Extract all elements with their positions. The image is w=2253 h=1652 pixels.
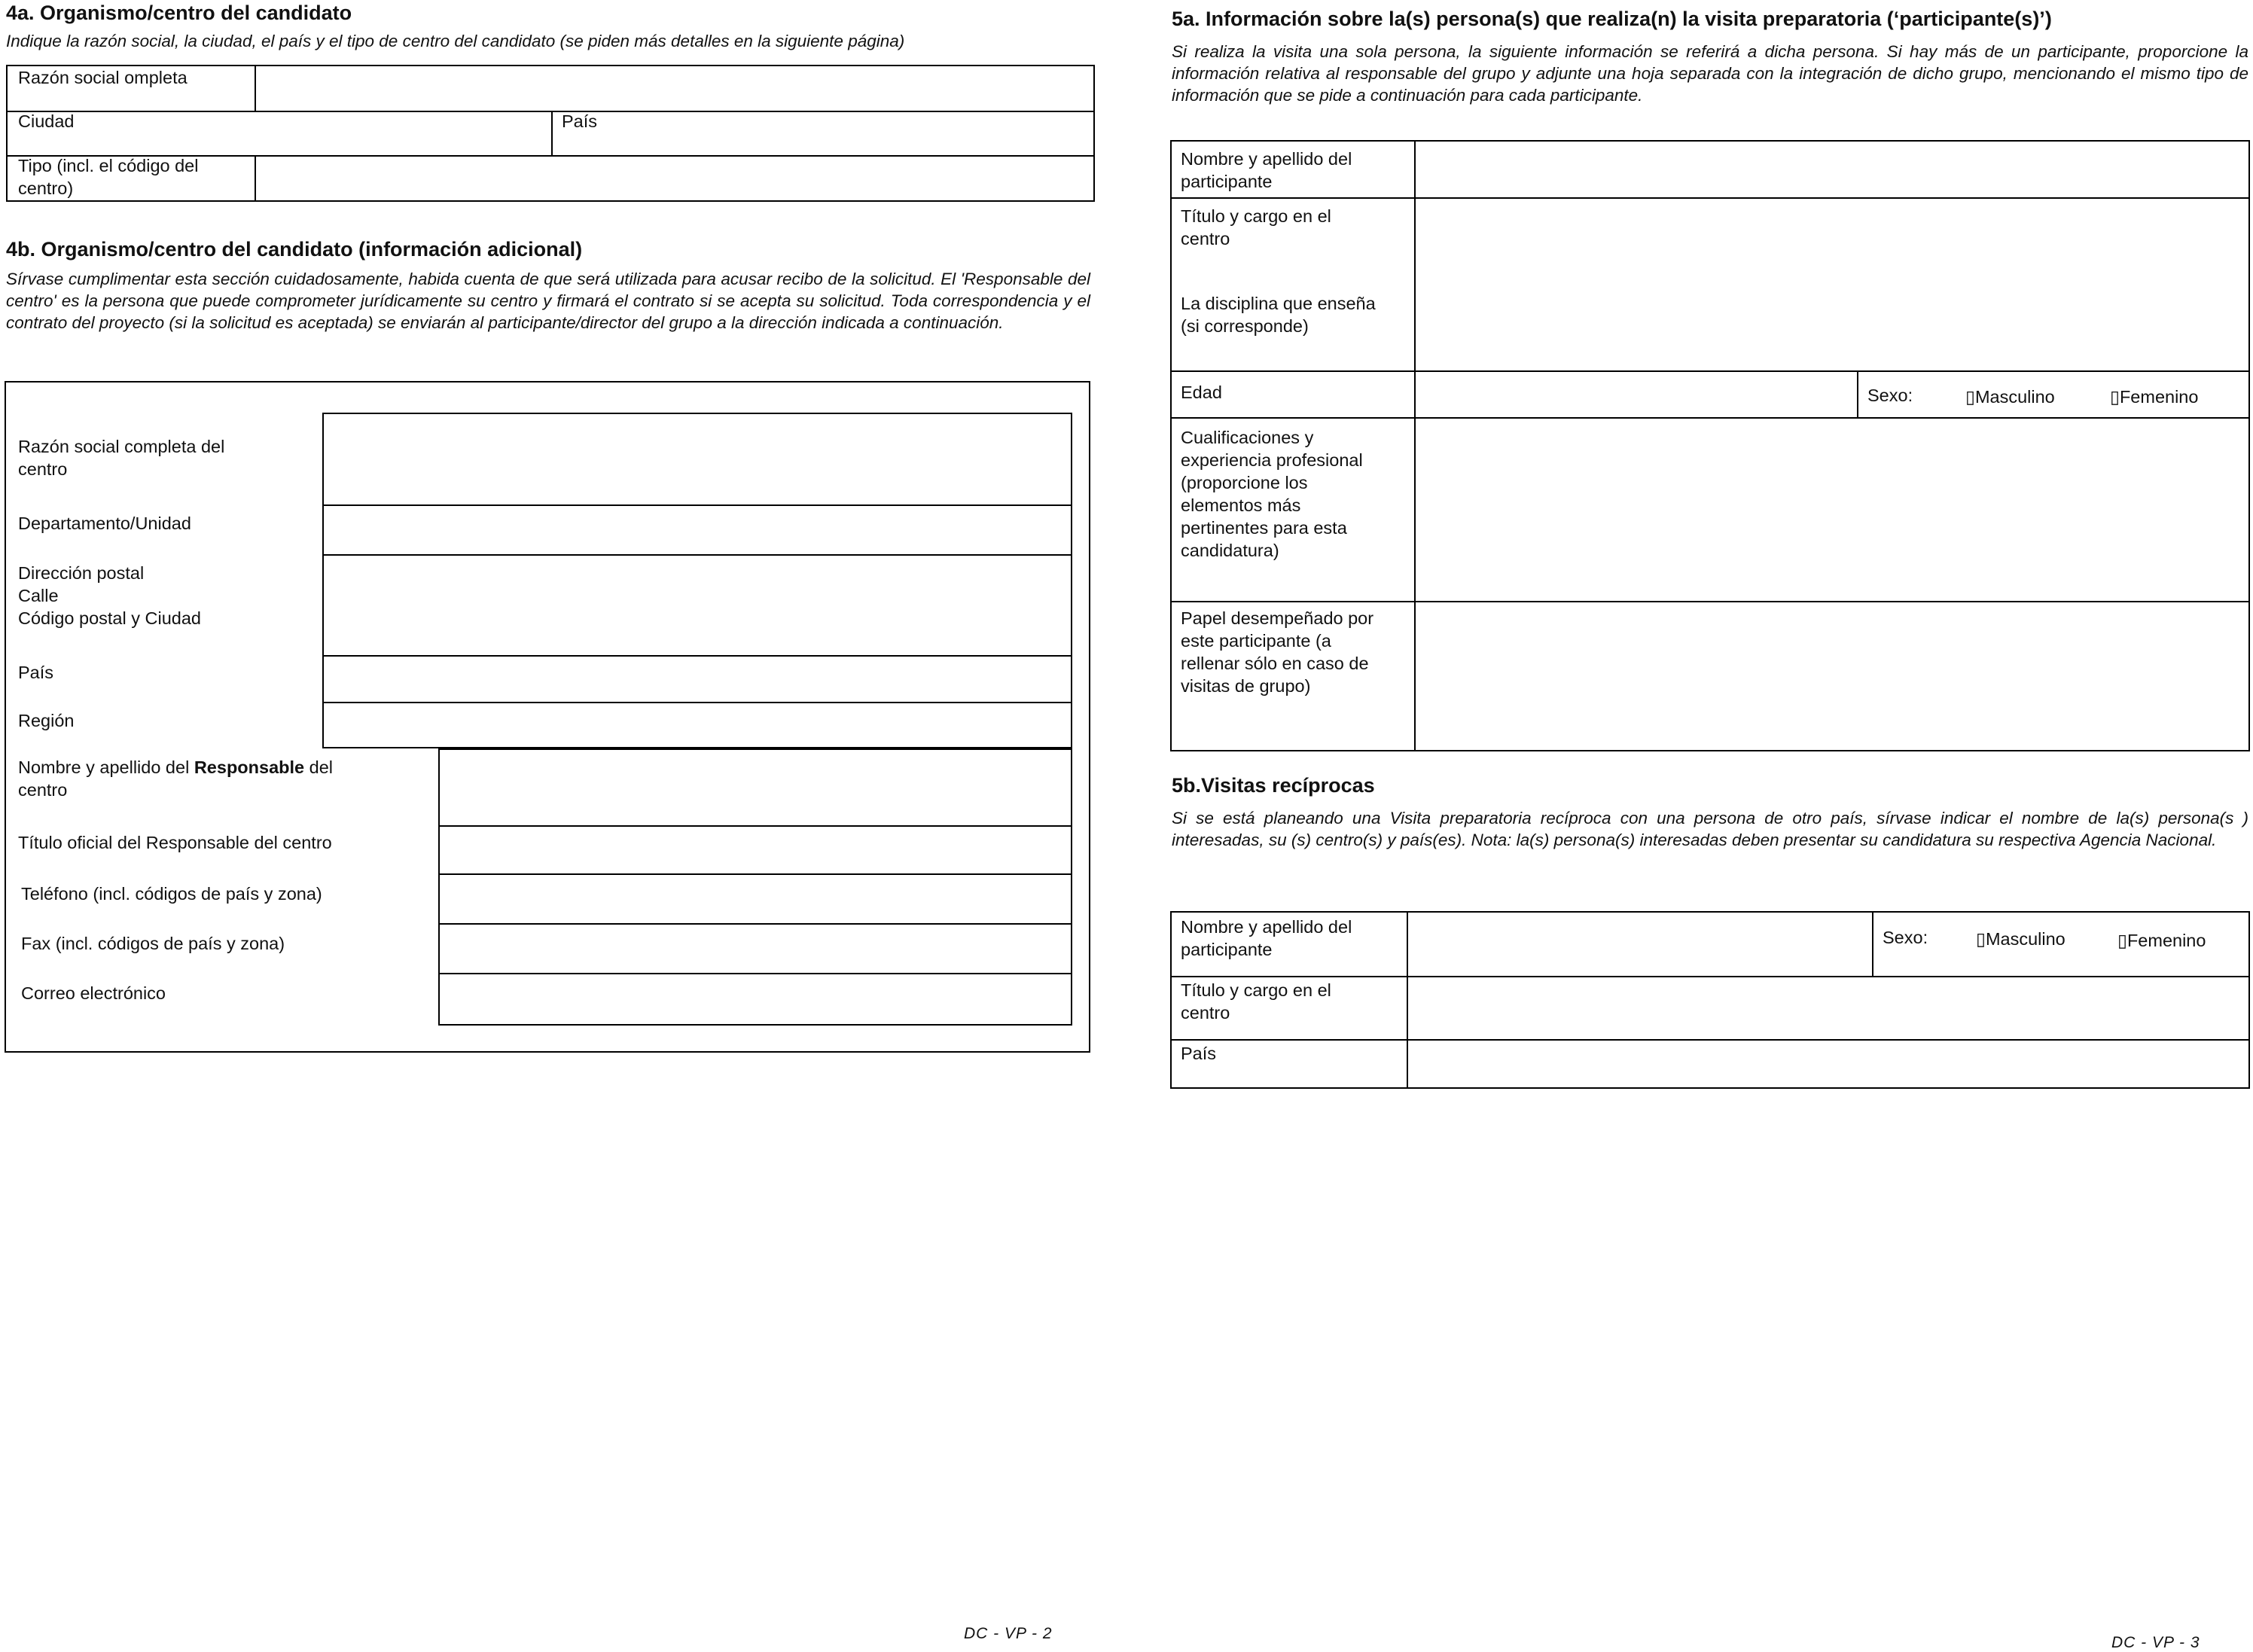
4b-pais-input[interactable] [325,657,1069,699]
telefono-label: Teléfono (incl. códigos de país y zona) [21,884,322,904]
section-4b-title: 4b. Organismo/centro del candidato (información adicional) [6,238,583,261]
section-5a-intro: Si realiza la visita una sola persona, la siguiente información se referirá a dicha persona. Si hay más de un participante, proporcione la información relativa al responsable del grupo y adjunte una hoja separada con la integración de dicho grupo, mencionando el mismo tipo de información que se pide a continuación para cada participante. [1172,42,2248,105]
5a-masculino-label: Masculino [1974,387,2055,407]
pais-input[interactable] [617,111,1090,152]
razon-social-label: Razón social ompleta [18,68,187,87]
5b-nombre-input[interactable] [1410,914,1869,973]
5b-titulo-input[interactable] [1410,977,2247,1036]
5b-femenino-checkbox[interactable]: ▯Femenino [2117,931,2206,950]
section-5b-title: 5b.Visitas recíprocas [1172,774,1375,797]
5a-titulo-label: Título y cargo en el centro [1181,206,1331,248]
papel-input[interactable] [1417,602,2247,747]
5b-nombre-label: Nombre y apellido del participante [1181,917,1352,959]
ciudad-input[interactable] [90,111,542,152]
5b-masculino-checkbox[interactable]: ▯Masculino [1976,929,2066,949]
section-4b-intro: Sírvase cumplimentar esta sección cuidadosamente, habida cuenta de que será utilizada para acusar recibo de la solicitud. El 'Responsable del centro' es la persona que puede comprometer jurídicamente su centro y firmará el contrato si se acepta su solicitud. Toda correspondencia y el contrato del proyecto (si la solicitud es aceptada) se enviarán al participante/director del grupo a la dirección indicada a continuación. [6,270,1090,332]
correo-label: Correo electrónico [21,983,166,1003]
titulo-oficial-input[interactable] [441,827,1069,870]
fax-label: Fax (incl. códigos de país y zona) [21,934,285,953]
5a-sexo-label: Sexo: [1867,386,1913,405]
pais-label: País [562,111,598,131]
direccion-input[interactable] [325,556,1069,652]
section-5b-intro: Si se está planeando una Visita preparatoria recíproca con una persona de otro país, sírvase indicar el nombre de la(s) persona(s ) interesadas, su (s) centro(s) y país(es). Nota: la(s) persona(s) interesadas deben presentar su candidatura su respectiva Agencia Nacional. [1172,809,2248,849]
tipo-input[interactable] [256,156,1090,198]
4b-razon-label: Razón social completa del centro [18,437,225,479]
papel-label: Papel desempeñado por este participante (a rellenar sólo en caso de visitas de grupo) [1181,608,1374,696]
5b-sexo-label: Sexo: [1883,928,1928,947]
5b-pais-input[interactable] [1410,1041,2247,1086]
4b-razon-input[interactable] [325,416,1069,501]
footer-left: DC - VP - 2 [964,1625,1053,1642]
section-4a-title: 4a. Organismo/centro del candidato [6,2,352,24]
5a-femenino-checkbox[interactable]: ▯Femenino [2110,387,2199,407]
cualificaciones-label: Cualificaciones y experiencia profesional (proporcione los elementos más pertinentes para esta candidatura) [1181,428,1363,560]
edad-input[interactable] [1417,372,1854,414]
edad-label: Edad [1181,383,1222,402]
region-input[interactable] [325,703,1069,745]
departamento-input[interactable] [325,506,1069,551]
razon-social-input[interactable] [256,68,1090,108]
telefono-input[interactable] [441,875,1069,920]
ciudad-label: Ciudad [18,111,75,131]
fax-input[interactable] [441,925,1069,970]
5a-masculino-checkbox[interactable]: ▯Masculino [1965,387,2055,407]
titulo-oficial-label: Título oficial del Responsable del centro [18,833,332,852]
responsable-label: Nombre y apellido del Responsable del centro [18,757,333,800]
5b-femenino-label: Femenino [2126,931,2206,950]
section-5a-title: 5a. Información sobre la(s) persona(s) que realiza(n) la visita preparatoria (‘participante(s)’) [1172,8,2052,30]
departamento-label: Departamento/Unidad [18,514,191,533]
5a-femenino-label: Femenino [2119,387,2199,407]
disciplina-label: La disciplina que enseña (si corresponde) [1181,294,1376,336]
5b-pais-label: País [1181,1044,1217,1063]
5a-nombre-label: Nombre y apellido del participante [1181,149,1352,191]
responsable-input[interactable] [441,751,1069,821]
region-label: Región [18,711,75,730]
direccion-label: Dirección postal Calle Código postal y Ciudad [18,563,201,628]
5b-titulo-label: Título y cargo en el centro [1181,980,1331,1023]
5a-nombre-input[interactable] [1417,143,2247,194]
correo-input[interactable] [441,974,1069,1021]
tipo-label: Tipo (incl. el código del centro) [18,156,199,198]
5b-masculino-label: Masculino [1985,929,2066,949]
cualificaciones-input[interactable] [1417,419,2247,596]
footer-right: DC - VP - 3 [2111,1634,2200,1651]
section-4a-intro: Indique la razón social, la ciudad, el país y el tipo de centro del candidato (se piden más detalles en la siguiente página) [6,32,905,50]
4b-pais-label: País [18,663,54,682]
5a-titulo-disciplina-input[interactable] [1417,199,2247,367]
